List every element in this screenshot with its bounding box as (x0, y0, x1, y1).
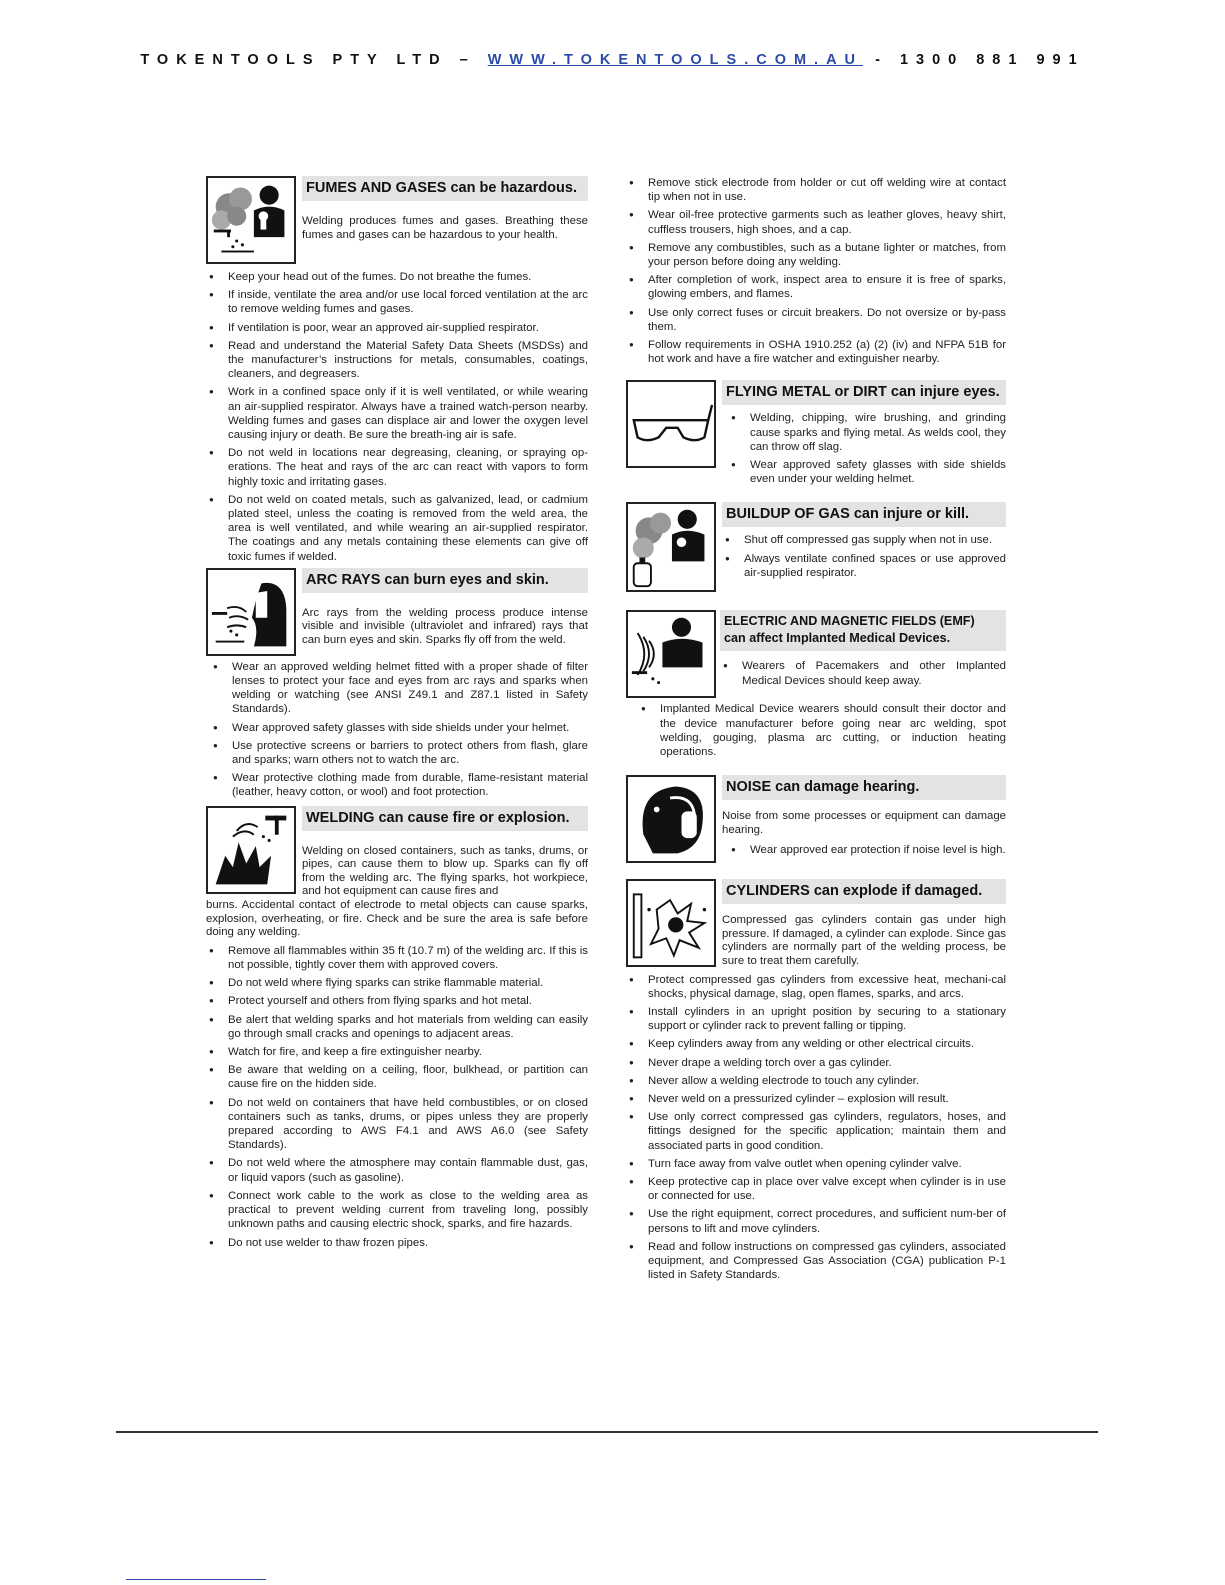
explosion-icon (206, 806, 296, 894)
section-title: WELDING can cause fire or explosion. (302, 806, 588, 831)
list-item: ● Be aware that welding on a ceiling, floor, bulkhead, or partition can cause fire on the hidden side. (206, 1063, 588, 1091)
arc-rays-section (206, 568, 588, 800)
list-item: ● Do not use welder to thaw frozen pipes. (206, 1236, 588, 1250)
section-intro: Welding produces fumes and gases. Breathing these fumes and gases can be hazardous to your health. (302, 215, 588, 241)
list-item: ● Do not weld in locations near degreasing, cleaning, or spraying op-erations. The heat and rays of the arc can react with vapors to form highly toxic and irritating gases. (206, 446, 588, 489)
list-item: ● Wear an approved welding helmet fitted with a proper shade of filter lenses to protect your face and eyes from arc rays and sparks when welding or watching (see ANSI Z49.1 and Z87.1 listed in Safety Standards). (210, 660, 588, 717)
arc-rays-list (206, 660, 588, 800)
section-intro: Noise from some processes or equipment can damage hearing. (722, 810, 1006, 836)
website-link[interactable]: WWW.TOKENTOOLS.COM.AU (487, 52, 864, 68)
header-separator: - (875, 52, 888, 68)
list-item: ● After completion of work, inspect area to ensure it is free of sparks, glowing embers, and flames. (626, 273, 1006, 301)
list-item: ● Wear protective clothing made from durable, flame-resistant material (leather, heavy cotton, or wool) and foot protection. (210, 771, 588, 799)
section-intro-continued: burns. Accidental contact of electrode to metal objects can cause sparks, explosion, overheating, or fire. Check and be sure the area is safe before doing any welding. (206, 899, 588, 939)
section-title-line: ELECTRIC AND MAGNETIC FIELDS (EMF) (724, 614, 975, 629)
section-title: ARC RAYS can burn eyes and skin. (302, 568, 588, 593)
list-item: ● Read and understand the Material Safety Data Sheets (MSDSs) and the manufacturer’s instructions for metals, consumables, coatings, cleaners, and degreasers. (206, 339, 588, 382)
right-column (626, 176, 1006, 1283)
list-item: ● Wear approved safety glasses with side shields even under your welding helmet. (728, 458, 1006, 486)
section-title-line: can affect Implanted Medical Devices. (724, 631, 951, 646)
welding-fire-section (206, 806, 588, 1250)
list-item: ● Do not weld where the atmosphere may contain flammable dust, gas, or liquid vapors (such as gasoline). (206, 1156, 588, 1184)
section-title (720, 610, 1006, 651)
list-item: ● Wear oil-free protective garments such as leather gloves, heavy shirt, cuffless trousers, high shoes, and a cap. (626, 208, 1006, 236)
list-item: ● Do not weld on coated metals, such as galvanized, lead, or cadmium plated steel, unless the coating is removed from the weld area, the area is well ventilated, and while wearing an air-supplied respirator. The coatings and any metals containing these elements can give off toxic fumes if welded. (206, 493, 588, 564)
list-item: ● Watch for fire, and keep a fire extinguisher nearby. (206, 1045, 588, 1059)
list-item: ● Welding, chipping, wire brushing, and grinding cause sparks and flying metal. As welds cool, they can throw off slag. (728, 411, 1006, 454)
list-item: ● Use the right equipment, correct procedures, and sufficient num-ber of persons to lift and move cylinders. (626, 1207, 1006, 1235)
footer-divider (116, 1431, 1098, 1433)
list-item: ● Use protective screens or barriers to protect others from flash, glare and sparks; warn others not to watch the arc. (210, 739, 588, 767)
cylinders-list (626, 973, 1006, 1283)
section-title: NOISE can damage hearing. (722, 775, 1006, 800)
flying-metal-list (722, 411, 1006, 486)
list-item: ● Wearers of Pacemakers and other Implanted Medical Devices should keep away. (720, 659, 1006, 687)
emf-list-after (626, 702, 1006, 759)
list-item: ● If inside, ventilate the area and/or use local forced ventilation at the arc to remove welding fumes and gases. (206, 288, 588, 316)
section-title: BUILDUP OF GAS can injure or kill. (722, 502, 1006, 527)
emf-list (720, 659, 1006, 687)
list-item: ● Do not weld where flying sparks can strike flammable material. (206, 976, 588, 990)
flying-metal-section (626, 380, 1006, 486)
section-title: FUMES AND GASES can be hazardous. (302, 176, 588, 201)
list-item: ● Remove stick electrode from holder or cut off welding wire at contact tip when not in use. (626, 176, 1006, 204)
list-item: ● Never weld on a pressurized cylinder – explosion will result. (626, 1092, 1006, 1106)
list-item: ● Remove any combustibles, such as a butane lighter or matches, from your person before doing any welding. (626, 241, 1006, 269)
list-item: ● Be alert that welding sparks and hot materials from welding can easily go through small cracks and openings to adjacent areas. (206, 1013, 588, 1041)
left-column (206, 176, 588, 1250)
list-item: ● Follow requirements in OSHA 1910.252 (a) (2) (iv) and NFPA 51B for hot work and have a fire watcher and extinguisher nearby. (626, 338, 1006, 366)
arc-rays-icon (206, 568, 296, 656)
fumes-section (206, 176, 588, 564)
list-item: ● Install cylinders in an upright position by securing to a stationary support or cylinder rack to prevent falling or tipping. (626, 1005, 1006, 1033)
hearing-protection-icon (626, 775, 716, 863)
page-header (0, 52, 1225, 68)
noise-section (626, 775, 1006, 863)
emf-pacemaker-icon (626, 610, 716, 698)
bottom-link-underline (126, 1579, 266, 1580)
section-title: FLYING METAL or DIRT can injure eyes. (722, 380, 1006, 405)
list-item: ● Shut off compressed gas supply when not in use. (722, 533, 1006, 547)
section-intro: Arc rays from the welding process produce intense visible and invisible (ultraviolet and infrared) rays that can burn eyes and skin. Sparks fly off from the weld. (302, 606, 588, 647)
list-item: ● Connect work cable to the work as close to the welding area as practical to prevent welding current from traveling long, possibly unknown paths and causing electric shock, sparks, and fire hazards. (206, 1189, 588, 1232)
safety-glasses-icon (626, 380, 716, 468)
list-item: ● Keep your head out of the fumes. Do not breathe the fumes. (206, 270, 588, 284)
gas-cylinder-person-icon (626, 502, 716, 592)
fumes-hazard-icon (206, 176, 296, 264)
section-title: CYLINDERS can explode if damaged. (722, 879, 1006, 904)
company-name: TOKENTOOLS PTY LTD (140, 52, 448, 68)
list-item: ● Protect yourself and others from flying sparks and hot metal. (206, 994, 588, 1008)
list-item: ● Do not weld on containers that have held combustibles, or on closed containers such as tanks, drums, or pipes unless they are properly prepared according to AWS F4.1 and AWS A6.0 (see Safety Standards). (206, 1096, 588, 1153)
list-item: ● Use only correct compressed gas cylinders, regulators, hoses, and fittings designed for the specific application; maintain them and associated parts in good condition. (626, 1110, 1006, 1153)
section-intro: Welding on closed containers, such as tanks, drums, or pipes, can cause them to blow up. Sparks can fly off from the welding arc. The flying sparks, hot workpiece, and hot equipment can cause fires and (302, 844, 588, 898)
list-item: ● Keep cylinders away from any welding or other electrical circuits. (626, 1037, 1006, 1051)
section-intro: Compressed gas cylinders contain gas under high pressure. If damaged, a cylinder can explode. Since gas cylinders are normally part of the welding process, be sure to treat them carefully. (722, 914, 1006, 968)
list-item: ● Remove all flammables within 35 ft (10.7 m) of the welding arc. If this is not possible, tightly cover them with approved covers. (206, 944, 588, 972)
list-item: ● If ventilation is poor, wear an approved air-supplied respirator. (206, 321, 588, 335)
list-item: ● Always ventilate confined spaces or use approved air-supplied respirator. (722, 552, 1006, 580)
list-item: ● Work in a confined space only if it is well ventilated, or while wearing an air-supplied respirator. Always have a trained watch-person nearby. Welding fumes and gases can displace air and lower the oxygen level causing injury or death. Be sure the breath-ing air is safe. (206, 385, 588, 442)
emf-section (626, 610, 1006, 759)
list-item: ● Turn face away from valve outlet when opening cylinder valve. (626, 1157, 1006, 1171)
list-item: ● Keep protective cap in place over valve except when cylinder is in use or connected for use. (626, 1175, 1006, 1203)
welding-fire-list-continued (626, 176, 1006, 366)
cylinders-section (626, 879, 1006, 1282)
list-item: ● Wear approved ear protection if noise level is high. (728, 843, 1006, 857)
welding-fire-list (206, 944, 588, 1250)
list-item: ● Wear approved safety glasses with side shields under your helmet. (210, 721, 588, 735)
list-item: ● Never drape a welding torch over a gas cylinder. (626, 1056, 1006, 1070)
cylinder-explosion-icon (626, 879, 716, 967)
phone-number: 1300 881 991 (899, 52, 1085, 68)
noise-list (722, 843, 1006, 857)
header-separator: – (459, 52, 476, 68)
list-item: ● Protect compressed gas cylinders from excessive heat, mechani-cal shocks, physical damage, slag, open flames, sparks, and arcs. (626, 973, 1006, 1001)
gas-buildup-list (722, 533, 1006, 580)
list-item: ● Never allow a welding electrode to touch any cylinder. (626, 1074, 1006, 1088)
list-item: ● Implanted Medical Device wearers should consult their doctor and the device manufacturer before going near arc welding, spot welding, gouging, plasma arc cutting, or induction heating operations. (638, 702, 1006, 759)
gas-buildup-section (626, 502, 1006, 592)
list-item: ● Use only correct fuses or circuit breakers. Do not oversize or by-pass them. (626, 306, 1006, 334)
fumes-list (206, 270, 588, 564)
list-item: ● Read and follow instructions on compressed gas cylinders, associated equipment, and Compressed Gas Association (CGA) publication P-1 listed in Safety Standards. (626, 1240, 1006, 1283)
